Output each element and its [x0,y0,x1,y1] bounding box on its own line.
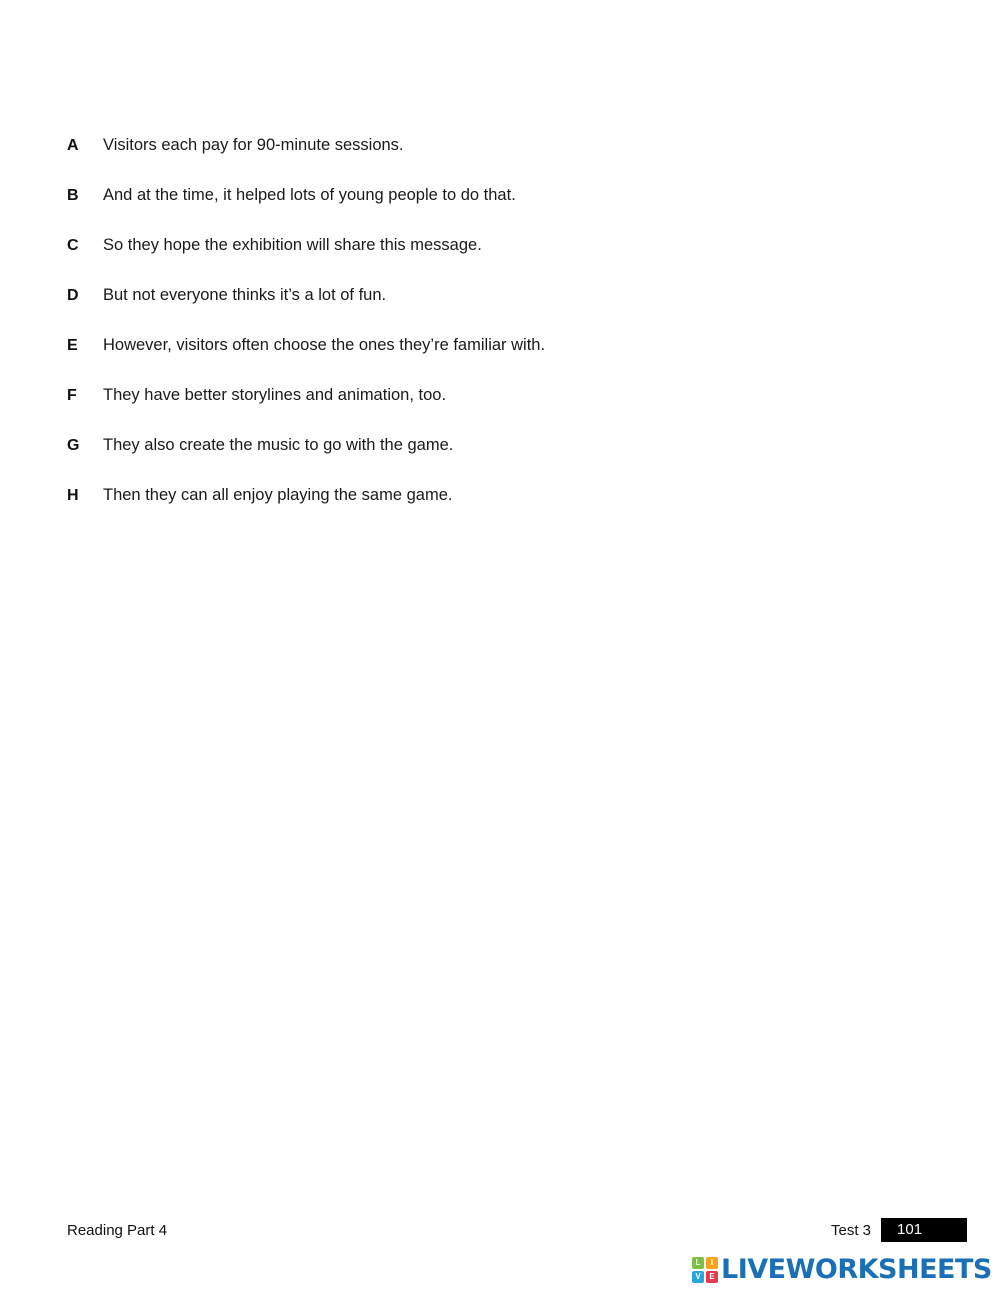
option-letter: C [67,237,79,254]
page-number: 101 [881,1218,967,1242]
option-text: So they hope the exhibition will share this message. [103,236,482,254]
option-text: But not everyone thinks it’s a lot of fun. [103,286,387,304]
option-text: Then they can all enjoy playing the same game. [103,486,453,504]
option-letter: A [67,137,79,154]
answer-options-list [67,136,767,536]
test-label: Test 3 [831,1221,872,1239]
brand-name: LIVEWORKSHEETS [721,1254,992,1285]
option-letter: G [67,437,80,454]
footer-page-info [831,1218,967,1242]
option-letter: F [67,387,77,404]
option-h [67,486,767,536]
footer-section-label: Reading Part 4 [67,1222,168,1239]
option-g [67,436,767,486]
option-text: They have better storylines and animation, too. [103,386,447,404]
option-text: However, visitors often choose the ones they’re familiar with. [103,336,546,354]
option-letter: E [67,337,78,354]
option-letter: H [67,487,79,504]
option-text: They also create the music to go with the game. [103,436,454,454]
option-e [67,336,767,386]
option-b [67,186,767,236]
option-letter: B [67,187,79,204]
option-text: Visitors each pay for 90-minute sessions. [103,136,404,154]
liveworksheets-brand [692,1254,992,1285]
option-f [67,386,767,436]
option-text: And at the time, it helped lots of young people to do that. [103,186,516,204]
option-a [67,136,767,186]
option-letter: D [67,287,79,304]
option-c [67,236,767,286]
option-d [67,286,767,336]
liveworksheets-logo-icon: L I V E [692,1257,718,1283]
